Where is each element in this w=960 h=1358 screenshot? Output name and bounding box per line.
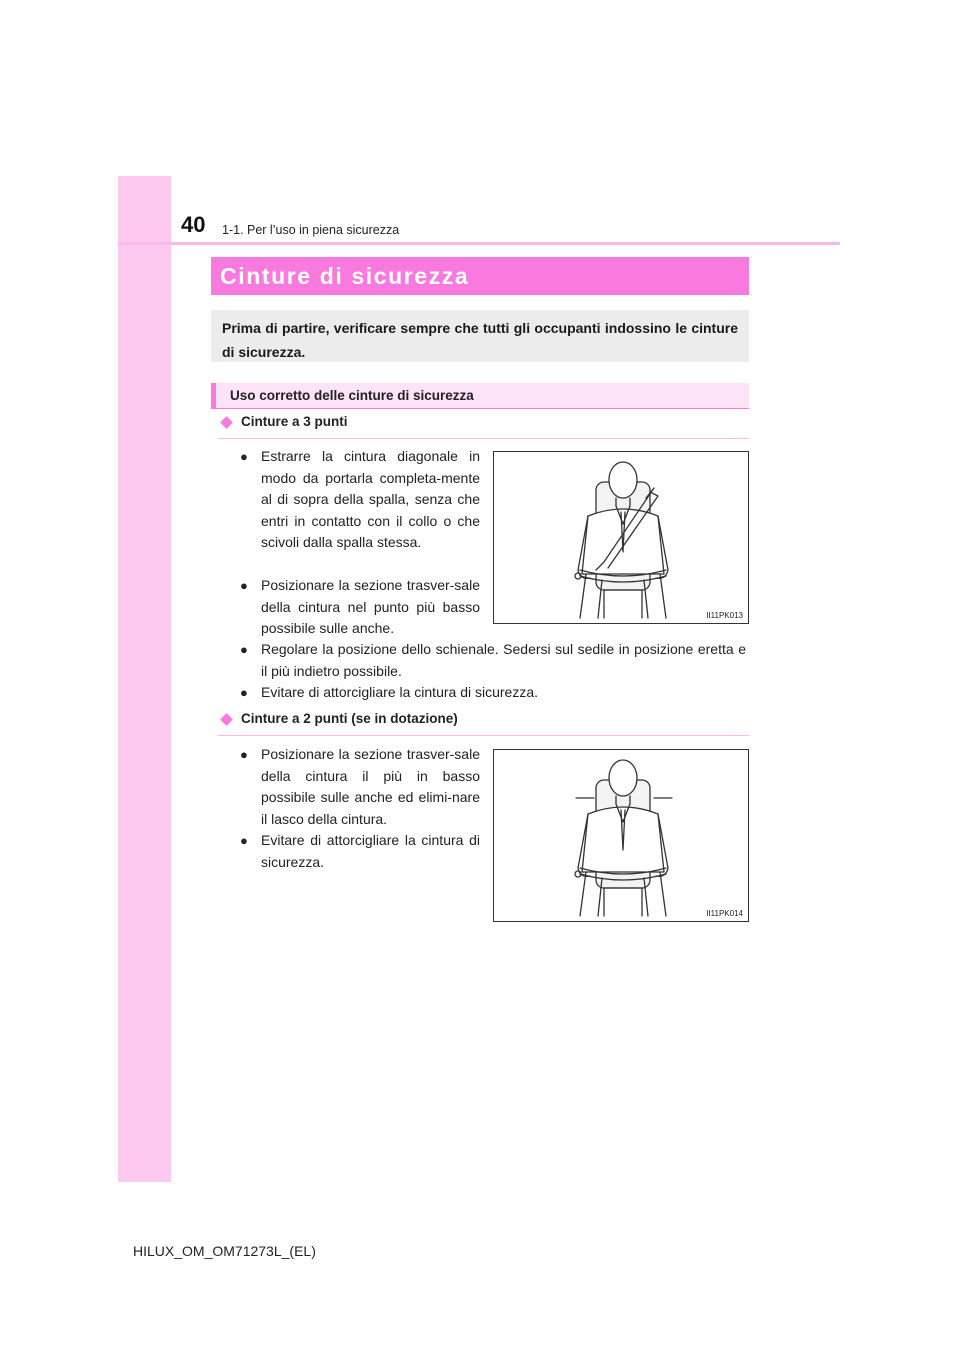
heading-two-point-text: Cinture a 2 punti (se in dotazione) — [241, 711, 458, 726]
seated-person-two-point-belt-icon — [494, 750, 748, 921]
illustration-three-point-belt — [493, 451, 749, 624]
bullet-icon: ● — [240, 747, 248, 762]
intro-box — [211, 310, 749, 362]
list-item: ● Posizionare la sezione trasver-sale della cintura il più in basso possibile sulle anche ed elimi-nare il lasco della cintura. — [240, 746, 480, 827]
section-reference: 1-1. Per l’uso in piena sicurezza — [222, 223, 400, 237]
seated-person-three-point-belt-icon — [494, 452, 748, 623]
diamond-icon — [220, 416, 233, 429]
diamond-icon — [220, 713, 233, 726]
heading-two-point — [218, 713, 749, 736]
bullet-icon: ● — [240, 833, 248, 848]
bullet-icon: ● — [240, 642, 248, 657]
list-item: ● Evitare di attorcigliare la cintura di sicurezza. — [240, 832, 480, 870]
heading-three-point — [218, 416, 749, 439]
subsection-header — [211, 383, 749, 409]
page-title: Cinture di sicurezza — [220, 263, 470, 289]
list-item: ● Evitare di attorcigliare la cintura di sicurezza. — [240, 682, 746, 704]
page-number: 40 — [181, 212, 206, 237]
list-item: ● Posizionare la sezione trasver-sale della cintura nel punto più basso possibile sulle anche. — [240, 577, 480, 636]
figure-code: II11PK014 — [706, 909, 743, 918]
subsection-title: Uso corretto delle cinture di sicurezza — [230, 388, 474, 403]
list-item: ● Estrarre la cintura diagonale in modo da portarla completa-mente al di sopra della spalla, senza che entri in contatto con il collo o che scivoli dalla spalla stessa. — [240, 448, 480, 550]
bullet-icon: ● — [240, 685, 248, 700]
header-rule — [118, 242, 840, 245]
bullet-icon: ● — [240, 449, 248, 464]
illustration-two-point-belt — [493, 749, 749, 922]
footer-code: HILUX_OM_OM71273L_(EL) — [133, 1243, 316, 1259]
sidebar-tab — [118, 176, 171, 1182]
list-item: ● Regolare la posizione dello schienale. Sedersi sul sedile in posizione eretta e il più indietro possibile. — [240, 641, 746, 679]
bullet-icon: ● — [240, 578, 248, 593]
heading-three-point-text: Cinture a 3 punti — [241, 414, 348, 429]
figure-code: II11PK013 — [706, 611, 743, 620]
intro-text: Prima di partire, verificare sempre che tutti gli occupanti indossino le cinture di sicurezza. — [222, 320, 738, 360]
